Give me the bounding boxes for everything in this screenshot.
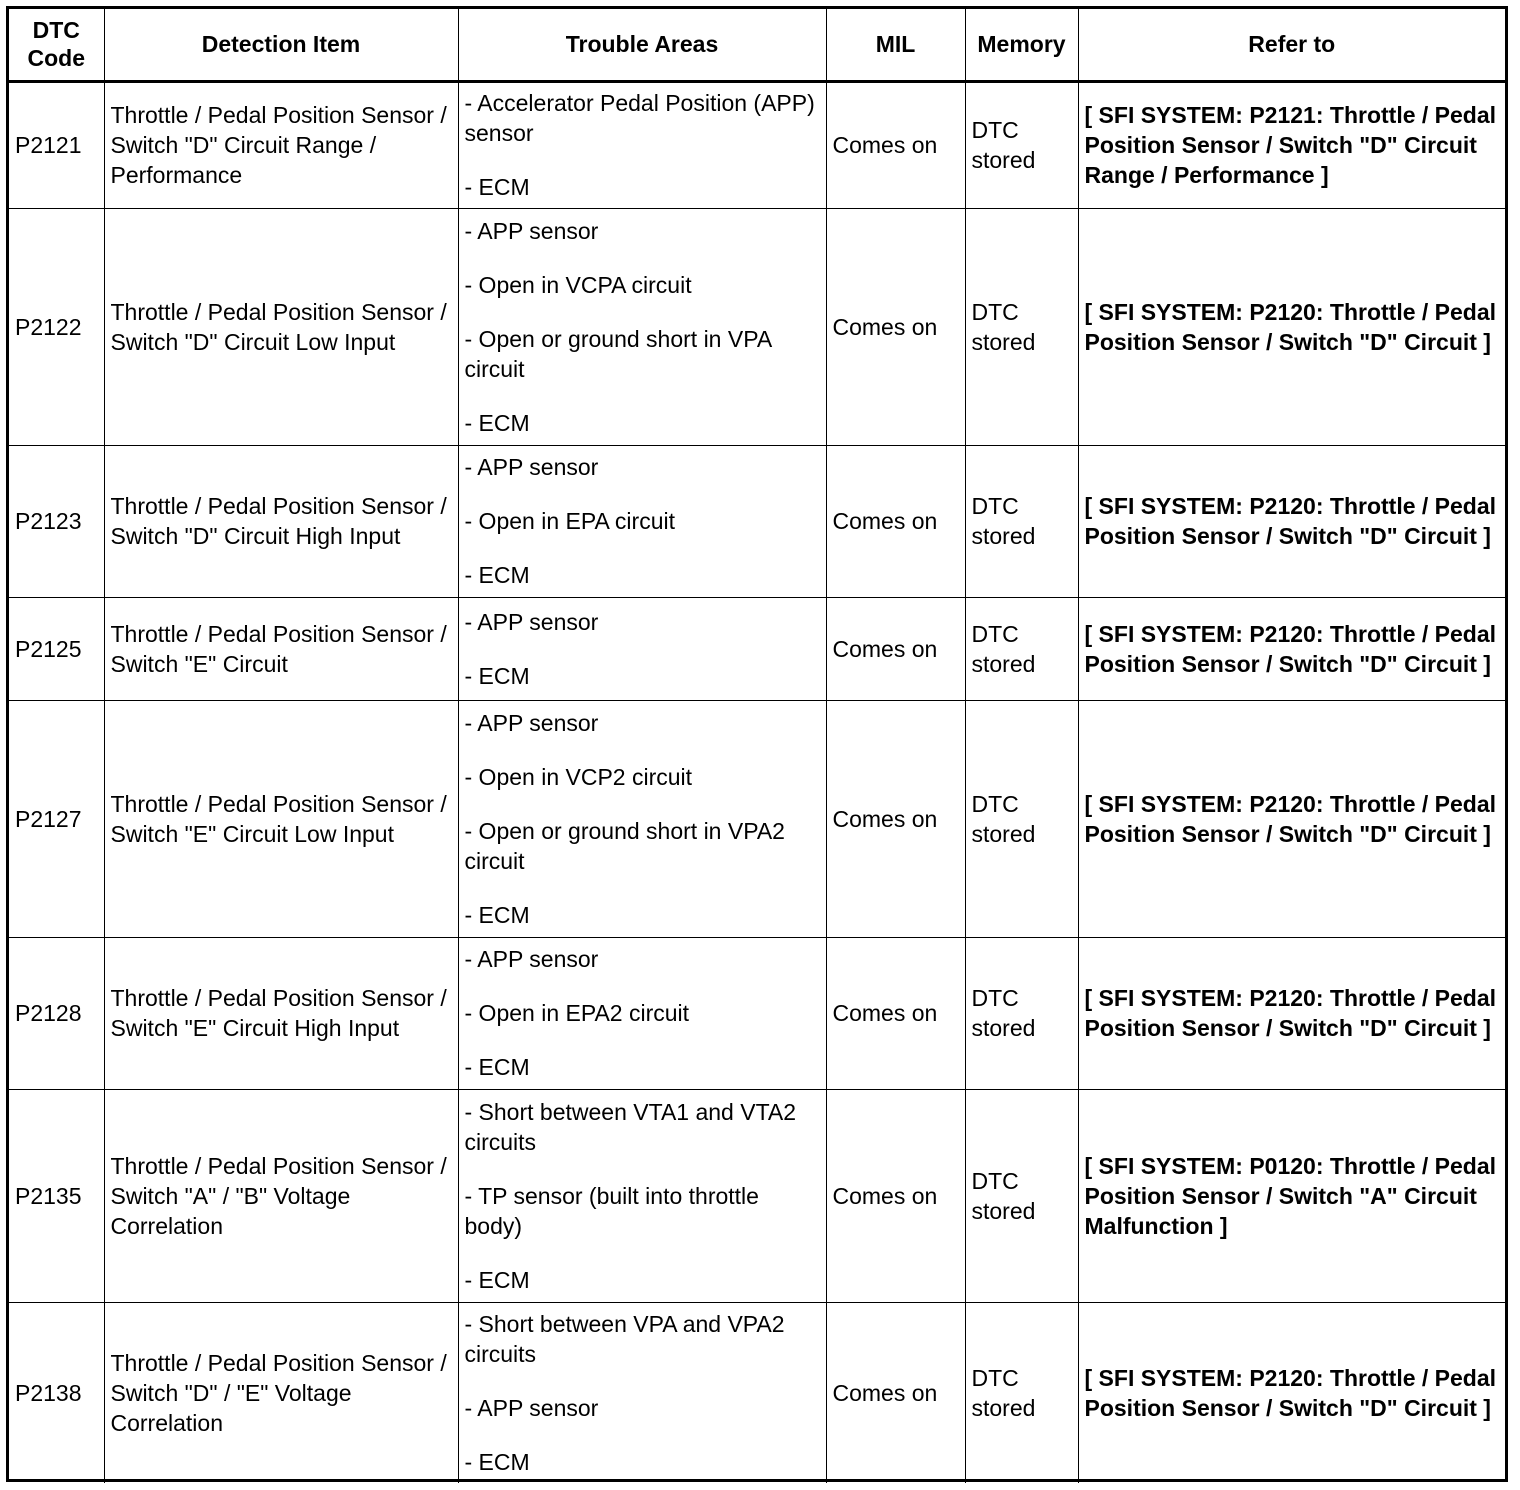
refer-to-cell [1078, 700, 1505, 937]
table-header-row [9, 9, 1505, 81]
trouble-area-item: - ECM [464, 562, 530, 588]
detection-item-cell: Throttle / Pedal Position Sensor / Switch "A" / "B" Voltage Correlation [104, 1089, 458, 1302]
table-row [9, 208, 1505, 445]
trouble-areas-cell [458, 445, 826, 597]
refer-to-cell [1078, 1302, 1505, 1483]
trouble-area-item: - APP sensor [464, 946, 599, 972]
refer-to-cell [1078, 937, 1505, 1089]
trouble-area-item: - ECM [464, 1054, 530, 1080]
trouble-area-item: - Open in VCPA circuit [464, 271, 692, 298]
trouble-area-item: - Open in EPA circuit [464, 508, 675, 534]
table-row [9, 597, 1505, 700]
detection-item-cell: Throttle / Pedal Position Sensor / Switch "D" Circuit Low Input [104, 208, 458, 445]
table-row [9, 700, 1505, 937]
mil-cell: Comes on [826, 700, 965, 937]
mil-cell: Comes on [826, 597, 965, 700]
refer-to-link[interactable]: [ SFI SYSTEM: P2120: Throttle / Pedal Position Sensor / Switch "D" Circuit ] [1084, 298, 1497, 355]
table-row [9, 81, 1505, 208]
detection-item-cell: Throttle / Pedal Position Sensor / Switch "E" Circuit Low Input [104, 700, 458, 937]
table-row [9, 445, 1505, 597]
refer-to-link[interactable]: [ SFI SYSTEM: P2121: Throttle / Pedal Position Sensor / Switch "D" Circuit Range / Performance ] [1084, 102, 1497, 188]
refer-to-cell [1078, 445, 1505, 597]
memory-cell: DTC stored [965, 208, 1078, 445]
trouble-area-item: - ECM [464, 662, 530, 689]
trouble-areas-cell [458, 81, 826, 208]
detection-item-cell: Throttle / Pedal Position Sensor / Switch "D" Circuit High Input [104, 445, 458, 597]
trouble-area-item: - ECM [464, 1266, 530, 1293]
header-dtc-code [9, 9, 104, 81]
refer-to-link[interactable]: [ SFI SYSTEM: P2120: Throttle / Pedal Position Sensor / Switch "D" Circuit ] [1084, 790, 1497, 847]
dtc-code-cell: P2122 [9, 208, 104, 445]
table-body [9, 81, 1505, 1483]
refer-to-cell [1078, 1089, 1505, 1302]
trouble-area-item: - TP sensor (built into throttle body) [464, 1182, 759, 1239]
memory-cell: DTC stored [965, 700, 1078, 937]
dtc-code-cell: P2135 [9, 1089, 104, 1302]
refer-to-link[interactable]: [ SFI SYSTEM: P0120: Throttle / Pedal Position Sensor / Switch "A" Circuit Malfunction ] [1084, 1152, 1497, 1239]
refer-to-cell [1078, 81, 1505, 208]
memory-cell: DTC stored [965, 1089, 1078, 1302]
trouble-area-item: - Short between VTA1 and VTA2 circuits [464, 1098, 797, 1155]
dtc-table [9, 9, 1505, 1483]
trouble-area-item: - Open or ground short in VPA circuit [464, 325, 771, 382]
mil-cell: Comes on [826, 208, 965, 445]
trouble-area-item: - ECM [464, 1448, 530, 1475]
mil-cell: Comes on [826, 1302, 965, 1483]
refer-to-cell [1078, 208, 1505, 445]
detection-item-cell: Throttle / Pedal Position Sensor / Switch "D" Circuit Range / Performance [104, 81, 458, 208]
trouble-areas-cell [458, 1089, 826, 1302]
dtc-code-cell: P2125 [9, 597, 104, 700]
trouble-area-item: - APP sensor [464, 709, 599, 736]
trouble-area-item: - APP sensor [464, 217, 599, 244]
table-row [9, 937, 1505, 1089]
dtc-code-cell: P2138 [9, 1302, 104, 1483]
dtc-code-cell: P2127 [9, 700, 104, 937]
trouble-areas-cell [458, 1302, 826, 1483]
trouble-area-item: - ECM [464, 901, 530, 928]
trouble-areas-cell [458, 208, 826, 445]
trouble-areas-cell [458, 597, 826, 700]
trouble-area-item: - APP sensor [464, 454, 599, 480]
trouble-areas-cell [458, 700, 826, 937]
dtc-code-cell: P2123 [9, 445, 104, 597]
table-row [9, 1089, 1505, 1302]
trouble-area-item: - Open or ground short in VPA2 circuit [464, 817, 785, 874]
header-dtc-code-line2: Code [27, 45, 85, 72]
dtc-code-cell: P2121 [9, 81, 104, 208]
dtc-code-cell: P2128 [9, 937, 104, 1089]
trouble-area-item: - Accelerator Pedal Position (APP) sensor [464, 90, 815, 146]
trouble-area-item: - ECM [464, 174, 530, 200]
memory-cell: DTC stored [965, 445, 1078, 597]
header-mil: MIL [826, 9, 965, 81]
refer-to-cell [1078, 597, 1505, 700]
header-detection-item: Detection Item [104, 9, 458, 81]
trouble-areas-cell [458, 937, 826, 1089]
header-trouble-areas: Trouble Areas [458, 9, 826, 81]
memory-cell: DTC stored [965, 81, 1078, 208]
trouble-area-item: - Open in VCP2 circuit [464, 763, 693, 790]
detection-item-cell: Throttle / Pedal Position Sensor / Switch "E" Circuit [104, 597, 458, 700]
refer-to-link[interactable]: [ SFI SYSTEM: P2120: Throttle / Pedal Position Sensor / Switch "D" Circuit ] [1084, 620, 1497, 677]
trouble-area-item: - Short between VPA and VPA2 circuits [464, 1310, 785, 1367]
mil-cell: Comes on [826, 937, 965, 1089]
header-dtc-code-line1: DTC [32, 17, 80, 44]
dtc-table-page [6, 6, 1508, 1482]
trouble-area-item: - Open in EPA2 circuit [464, 1000, 690, 1026]
trouble-area-item: - APP sensor [464, 608, 599, 635]
trouble-area-item: - ECM [464, 409, 530, 436]
header-refer-to: Refer to [1078, 9, 1505, 81]
detection-item-cell: Throttle / Pedal Position Sensor / Switch "D" / "E" Voltage Correlation [104, 1302, 458, 1483]
memory-cell: DTC stored [965, 937, 1078, 1089]
table-row [9, 1302, 1505, 1483]
header-memory: Memory [965, 9, 1078, 81]
memory-cell: DTC stored [965, 597, 1078, 700]
trouble-area-item: - APP sensor [464, 1394, 599, 1421]
mil-cell: Comes on [826, 81, 965, 208]
detection-item-cell: Throttle / Pedal Position Sensor / Switch "E" Circuit High Input [104, 937, 458, 1089]
refer-to-link[interactable]: [ SFI SYSTEM: P2120: Throttle / Pedal Position Sensor / Switch "D" Circuit ] [1084, 985, 1497, 1041]
mil-cell: Comes on [826, 1089, 965, 1302]
memory-cell: DTC stored [965, 1302, 1078, 1483]
mil-cell: Comes on [826, 445, 965, 597]
refer-to-link[interactable]: [ SFI SYSTEM: P2120: Throttle / Pedal Position Sensor / Switch "D" Circuit ] [1084, 1364, 1497, 1421]
refer-to-link[interactable]: [ SFI SYSTEM: P2120: Throttle / Pedal Position Sensor / Switch "D" Circuit ] [1084, 493, 1497, 549]
